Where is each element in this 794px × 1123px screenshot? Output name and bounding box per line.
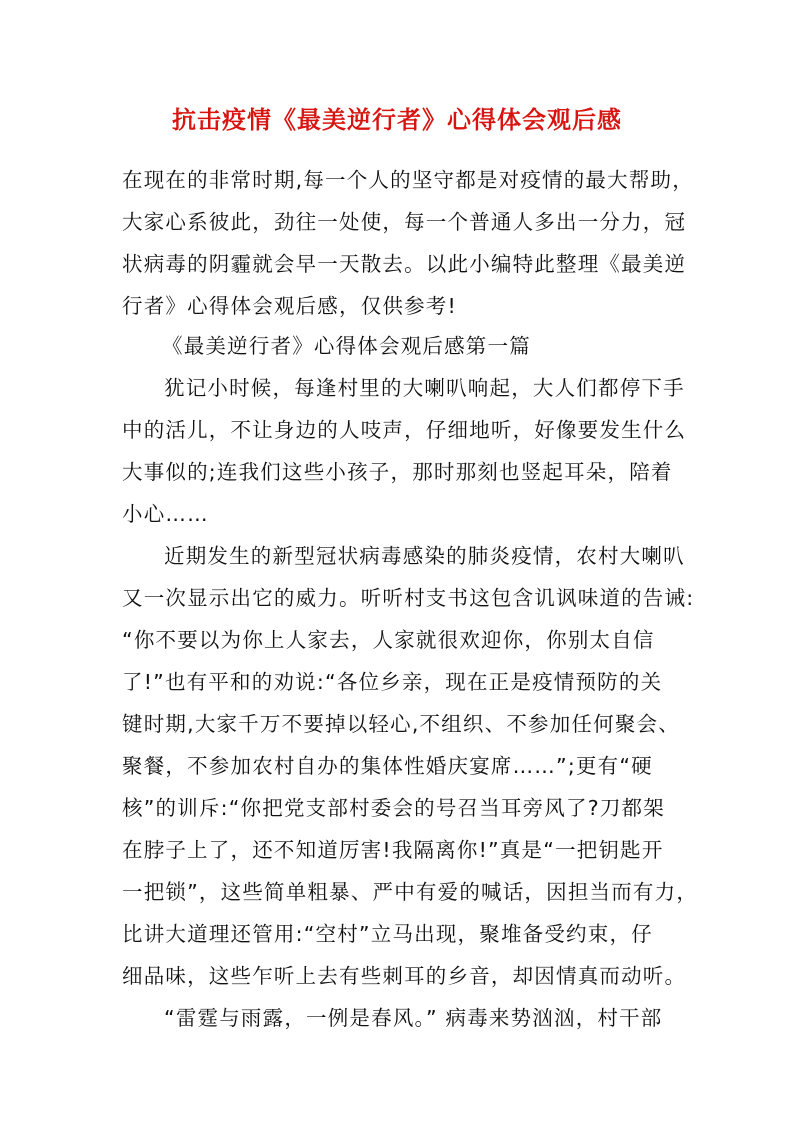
- paragraph-line: 在现在的非常时期,每一个人的坚守都是对疫情的最大帮助，: [122, 168, 694, 192]
- paragraph-line: 了!”也有平和的劝说:“各位乡亲，现在正是疫情预防的关: [122, 670, 663, 694]
- paragraph-line: 细品味，这些乍听上去有些刺耳的乡音，却因情真而动听。: [122, 964, 687, 988]
- section-heading: 《最美逆行者》心得体会观后感第一篇: [162, 334, 531, 358]
- paragraph-line: 行者》心得体会观后感，仅供参考!: [122, 294, 457, 318]
- paragraph-line: 一把锁”，这些简单粗暴、严中有爱的喊话，因担当而有力，: [122, 880, 699, 904]
- paragraph-line: 小心……: [122, 502, 209, 526]
- paragraph-line: 聚餐，不参加农村自办的集体性婚庆宴席……”;更有“硬: [122, 754, 653, 778]
- paragraph-line: “雷霆与雨露，一例是春风。” 病毒来势汹汹，村干部: [164, 1006, 663, 1030]
- paragraph-line: 比讲大道理还管用:“空村”立马出现，聚堆备受约束，仔: [122, 922, 653, 946]
- paragraph-line: 犹记小时候，每逢村里的大喇叭响起，大人们都停下手: [164, 376, 685, 400]
- paragraph-line: 核”的训斥:“你把党支部村委会的号召当耳旁风了?刀都架: [122, 796, 665, 820]
- paragraph-line: 大家心系彼此，劲往一处使，每一个普通人多出一分力，冠: [122, 210, 687, 234]
- paragraph-line: 键时期,大家千万不要掉以轻心,不组织、不参加任何聚会、: [122, 712, 680, 736]
- paragraph-line: 在脖子上了，还不知道厉害!我隔离你!”真是“一把钥匙开: [122, 838, 664, 862]
- paragraph-line: 状病毒的阴霾就会早一天散去。以此小编特此整理《最美逆: [122, 252, 687, 276]
- paragraph-line: 中的活儿，不让身边的人吱声，仔细地听，好像要发生什么: [122, 418, 687, 442]
- paragraph-line: “你不要以为你上人家去，人家就很欢迎你，你别太自信: [122, 628, 655, 652]
- document-title: 抗击疫情《最美逆行者》心得体会观后感: [172, 105, 622, 134]
- paragraph-line: 大事似的;连我们这些小孩子，那时那刻也竖起耳朵，陪着: [122, 460, 673, 484]
- paragraph-line: 近期发生的新型冠状病毒感染的肺炎疫情，农村大喇叭: [164, 544, 685, 568]
- paragraph-line: 又一次显示出它的威力。听听村支书这包含讥讽味道的告诫:: [122, 586, 695, 610]
